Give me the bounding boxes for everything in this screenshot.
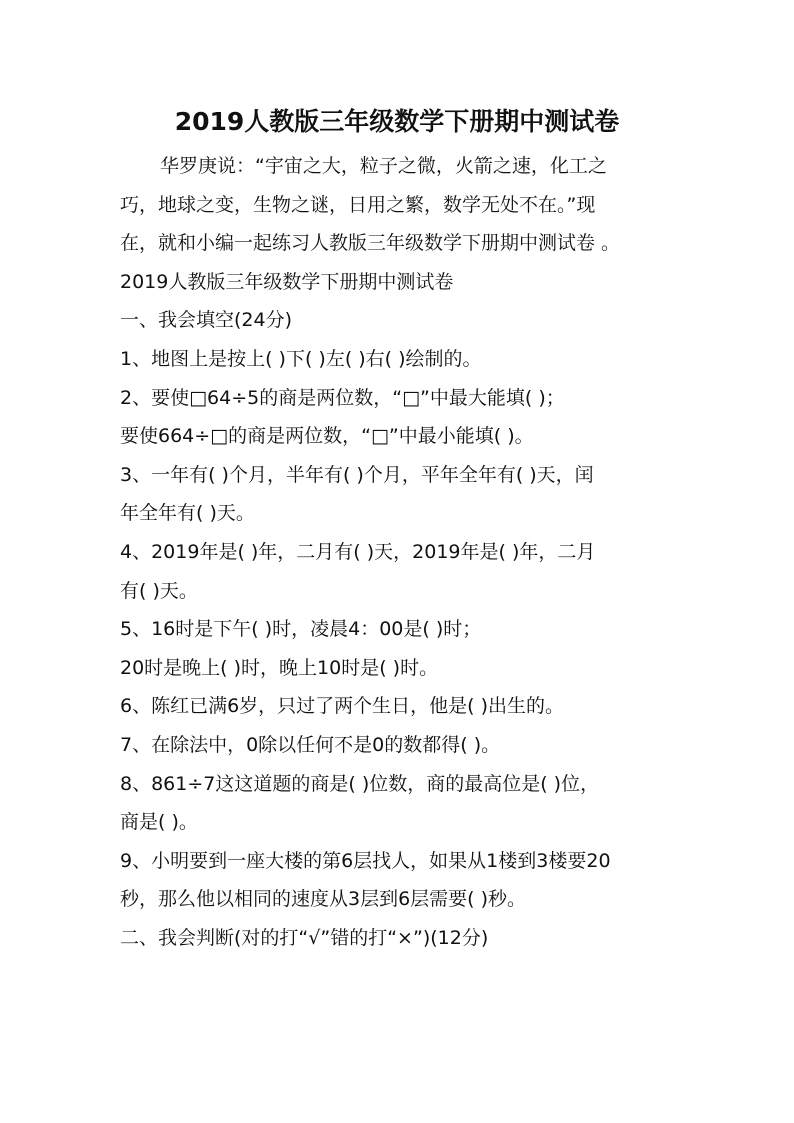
subtitle-line: 2019人教版三年级数学下册期中测试卷 (120, 270, 454, 293)
question-2-line-1: 2、要使□64÷5的商是两位数，“□”中最大能填( )； (120, 386, 565, 409)
question-9-line-1: 9、小明要到一座大楼的第6层找人，如果从1楼到3楼要20 (120, 849, 611, 872)
document-body (120, 147, 676, 957)
question-4-line-2: 有( )天。 (120, 579, 198, 602)
intro-line-1: 华罗庚说：“宇宙之大，粒子之微，火箭之速，化工之 (160, 155, 607, 177)
section-heading-2: 二、我会判断(对的打“√”错的打“×”)(12分) (120, 926, 489, 949)
question-4-line-1: 4、2019年是( )年，二月有( )天，2019年是( )年，二月 (120, 540, 596, 563)
intro-line-3: 在，就和小编一起练习人教版三年级数学下册期中测试卷 。 (120, 232, 621, 255)
question-6: 6、陈红已满6岁，只过了两个生日，他是( )出生的。 (120, 695, 565, 718)
question-2-line-2: 要使664÷□的商是两位数，“□”中最小能填( )。 (120, 425, 534, 448)
question-8-line-1: 8、861÷7这这道题的商是( )位数，商的最高位是( )位， (120, 772, 600, 795)
question-3-line-1: 3、一年有( )个月，半年有( )个月，平年全年有( )天，闰 (120, 463, 594, 486)
question-7: 7、在除法中，0除以任何不是0的数都得( )。 (120, 733, 501, 756)
question-1: 1、地图上是按上( )下( )左( )右( )绘制的。 (120, 347, 482, 370)
document-title: 2019人教版三年级数学下册期中测试卷 (174, 107, 620, 136)
intro-line-2: 巧，地球之变，生物之谜，日用之繁，数学无处不在。”现 (120, 193, 596, 216)
question-5-line-1: 5、16时是下午( )时，凌晨4：00是( )时； (120, 618, 482, 641)
question-5-line-2: 20时是晚上( )时，晚上10时是( )时。 (120, 656, 439, 679)
question-3-line-2: 年全年有( )天。 (120, 502, 255, 525)
section-heading-1: 一、我会填空(24分) (120, 309, 293, 332)
question-8-line-2: 商是( )。 (120, 811, 198, 834)
question-9-line-2: 秒，那么他以相同的速度从3层到6层需要( )秒。 (120, 888, 527, 911)
